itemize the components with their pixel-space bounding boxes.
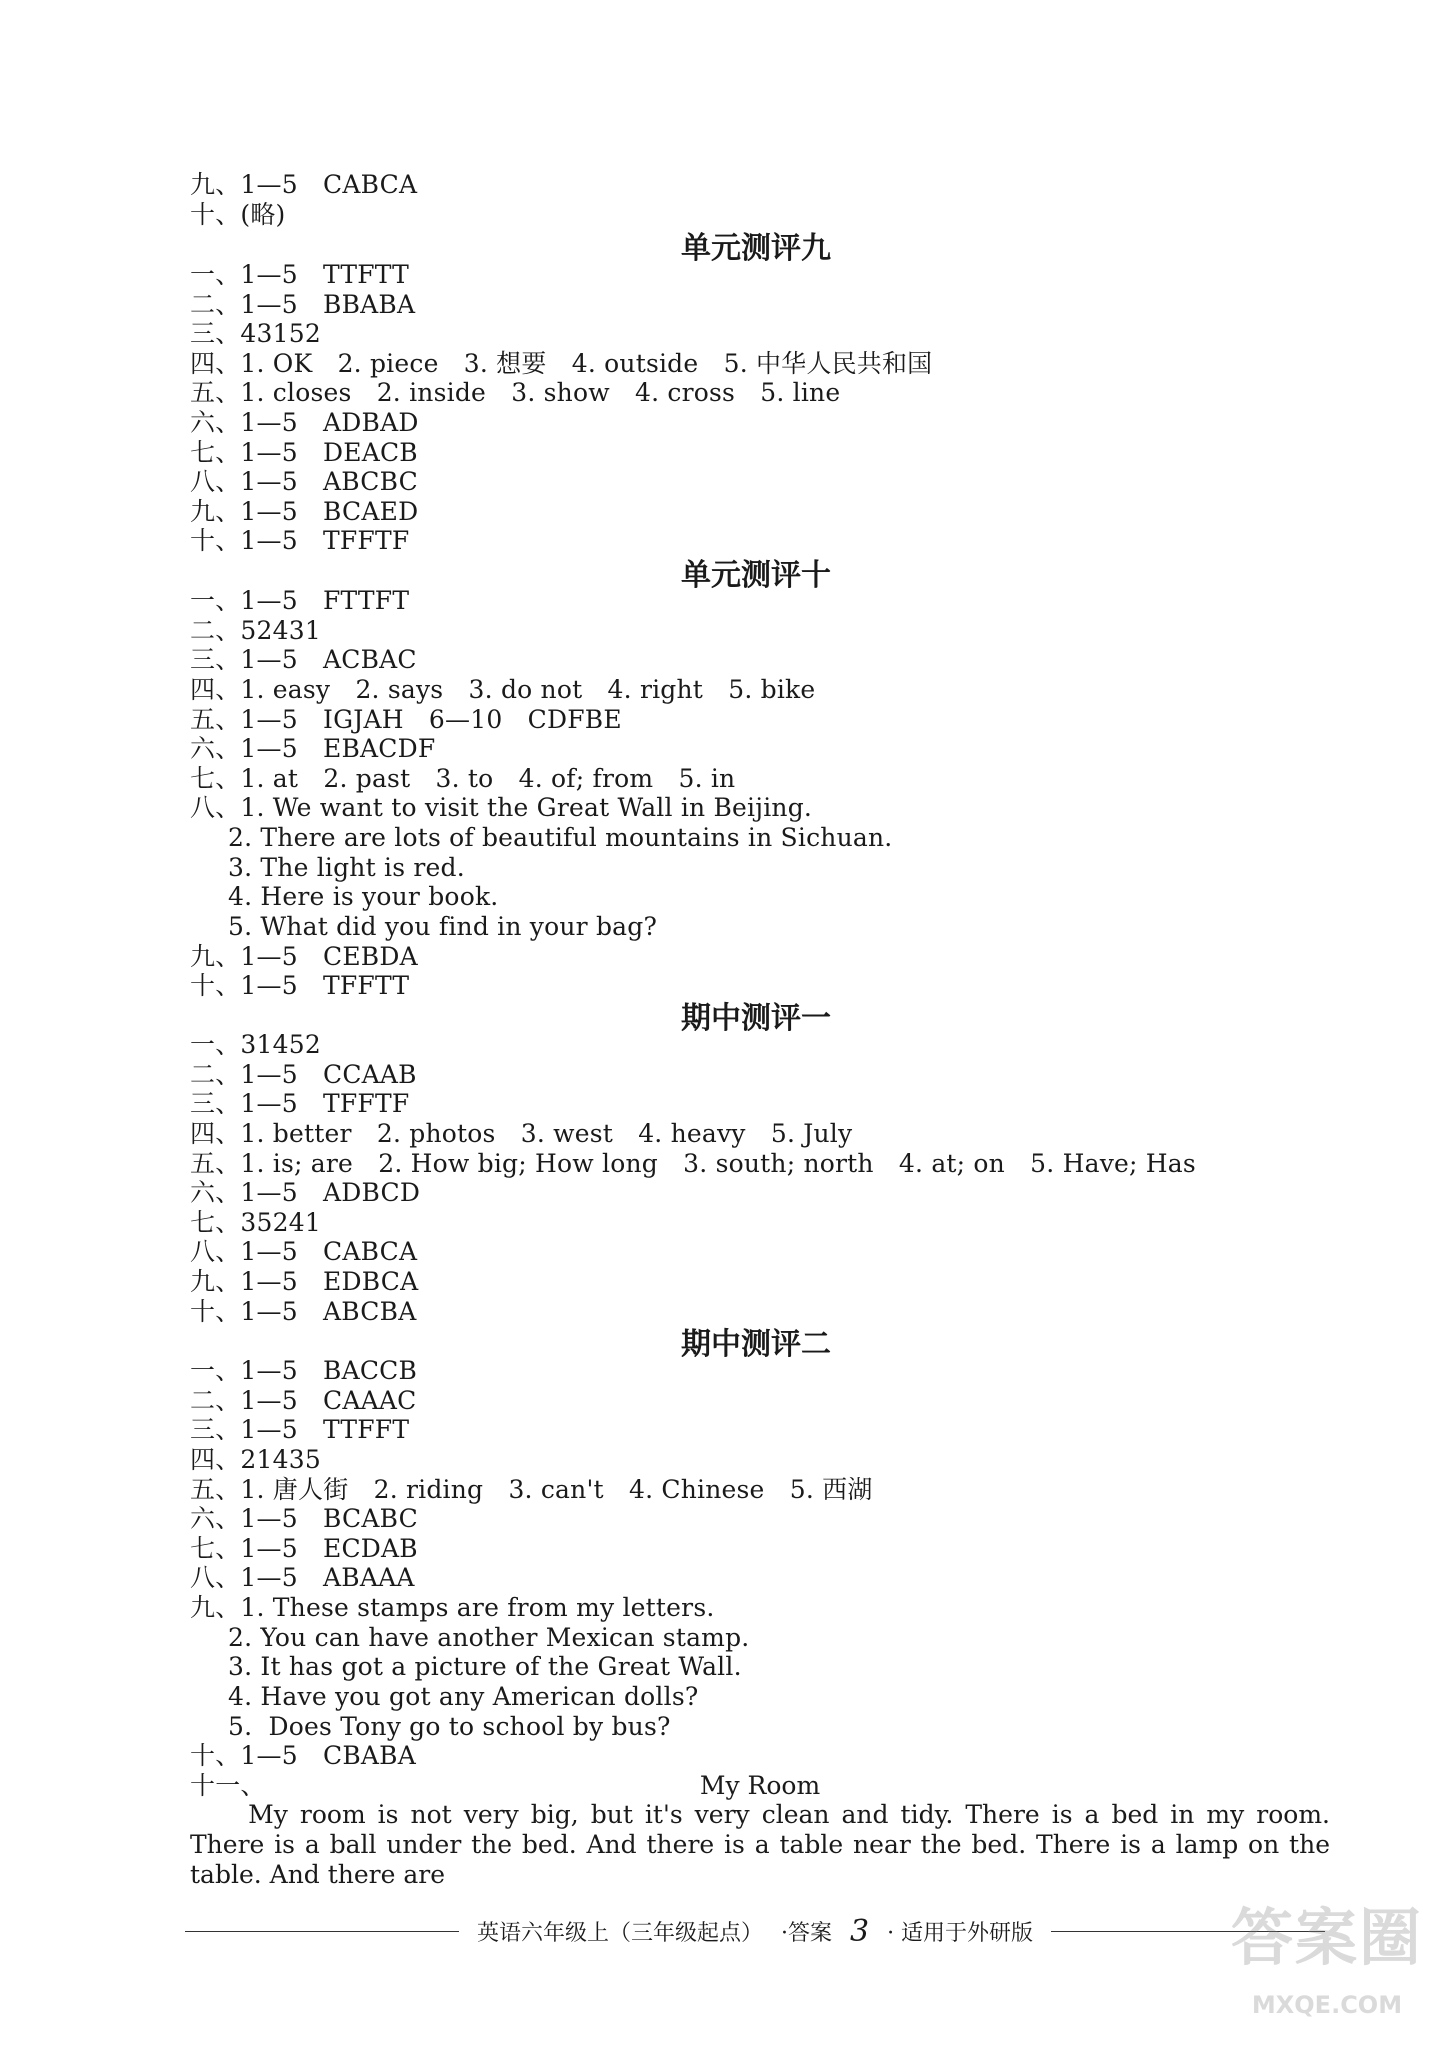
answer-line: 六、1—5 ADBAD	[190, 408, 419, 437]
sentence-line: 2. There are lots of beautiful mountains in Sichuan.	[228, 823, 893, 852]
answer-line: 六、1—5 BCABC	[190, 1504, 418, 1533]
answer-line: 六、1—5 ADBCD	[190, 1178, 421, 1207]
answer-line: 十、1—5 TFFTF	[190, 526, 410, 555]
answer-line: 十、1—5 ABCBA	[190, 1297, 417, 1326]
answer-line: 五、1. is; are 2. How big; How long 3. south; north 4. at; on 5. Have; Has	[190, 1149, 1196, 1178]
essay-paragraph: My room is not very big, but it's very clean and tidy. There is a bed in my room. There is a ball under the bed. And there is a table near the bed. There is a lamp on the table. And there are	[190, 1800, 1330, 1889]
section-title-unit9: 单元测评九	[681, 231, 831, 266]
page-footer	[185, 1914, 1325, 1949]
answer-line: 九、1. These stamps are from my letters.	[190, 1593, 715, 1622]
answer-line: 三、1—5 TFFTF	[190, 1089, 410, 1118]
answer-line: 四、1. OK 2. piece 3. 想要 4. outside 5. 中华人民共和国	[190, 349, 933, 378]
answer-line: 三、1—5 ACBAC	[190, 645, 417, 674]
sentence-line: 3. It has got a picture of the Great Wall.	[228, 1652, 742, 1681]
answer-line: 四、21435	[190, 1445, 321, 1474]
answer-line: 一、1—5 BACCB	[190, 1356, 418, 1385]
answer-line: 一、1—5 TTFTT	[190, 260, 409, 289]
answer-line: 四、1. easy 2. says 3. do not 4. right 5. bike	[190, 675, 816, 704]
answer-line: 二、52431	[190, 616, 321, 645]
answer-line: 三、43152	[190, 319, 321, 348]
answer-line: 七、1—5 DEACB	[190, 438, 418, 467]
answer-line: 十、(略)	[190, 200, 286, 229]
sentence-line: 4. Have you got any American dolls?	[228, 1682, 699, 1711]
watermark-logo: 答案圈	[1230, 1901, 1423, 1974]
page-number: 3	[849, 1914, 870, 1949]
footer-book-title: 英语六年级上（三年级起点）	[476, 1921, 763, 1946]
sentence-line: 2. You can have another Mexican stamp.	[228, 1623, 750, 1652]
answer-line: 九、1—5 CABCA	[190, 170, 418, 199]
answer-line: 十、1—5 CBABA	[190, 1741, 416, 1770]
answer-line: 七、35241	[190, 1208, 321, 1237]
answer-line: 二、1—5 CCAAB	[190, 1060, 417, 1089]
section-title-midterm1: 期中测评一	[681, 1001, 831, 1036]
answer-line: 八、1—5 ABCBC	[190, 467, 418, 496]
answer-line: 九、1—5 EDBCA	[190, 1267, 419, 1296]
answer-line: 十、1—5 TFFTT	[190, 971, 410, 1000]
footer-edition: · 适用于外研版	[887, 1921, 1034, 1946]
answer-line: 八、1. We want to visit the Great Wall in Beijing.	[190, 793, 813, 822]
answer-line: 九、1—5 BCAED	[190, 497, 419, 526]
answer-line: 十一、	[190, 1771, 266, 1800]
sentence-line: 4. Here is your book.	[228, 882, 499, 911]
answer-line: 九、1—5 CEBDA	[190, 942, 418, 971]
answer-line: 三、1—5 TTFFT	[190, 1415, 410, 1444]
essay-title: My Room	[699, 1771, 821, 1800]
watermark-url: MXQE.COM	[1251, 1991, 1403, 2019]
answer-line: 六、1—5 EBACDF	[190, 734, 436, 763]
answer-line: 一、31452	[190, 1030, 321, 1059]
answer-line: 一、1—5 FTTFT	[190, 586, 410, 615]
sentence-line: 5. What did you find in your bag?	[228, 912, 658, 941]
answer-line: 四、1. better 2. photos 3. west 4. heavy 5. July	[190, 1119, 853, 1148]
answer-line: 八、1—5 CABCA	[190, 1237, 418, 1266]
answer-line: 二、1—5 CAAAC	[190, 1386, 417, 1415]
answer-line: 二、1—5 BBABA	[190, 290, 416, 319]
answer-line: 五、1—5 IGJAH 6—10 CDFBE	[190, 705, 622, 734]
sentence-line: 3. The light is red.	[228, 853, 465, 882]
footer-rule-left	[185, 1931, 459, 1932]
answer-line: 七、1—5 ECDAB	[190, 1534, 418, 1563]
answer-line: 五、1. closes 2. inside 3. show 4. cross 5. line	[190, 378, 841, 407]
section-title-midterm2: 期中测评二	[681, 1327, 831, 1362]
answer-line: 五、1. 唐人街 2. riding 3. can't 4. Chinese 5. 西湖	[190, 1475, 873, 1504]
watermark	[1222, 1888, 1432, 2038]
sentence-line: 5. Does Tony go to school by bus?	[228, 1712, 671, 1741]
answer-line: 七、1. at 2. past 3. to 4. of; from 5. in	[190, 764, 736, 793]
footer-answer-label: ·答案	[780, 1921, 832, 1946]
answer-line: 八、1—5 ABAAA	[190, 1563, 415, 1592]
section-title-unit10: 单元测评十	[681, 558, 831, 593]
